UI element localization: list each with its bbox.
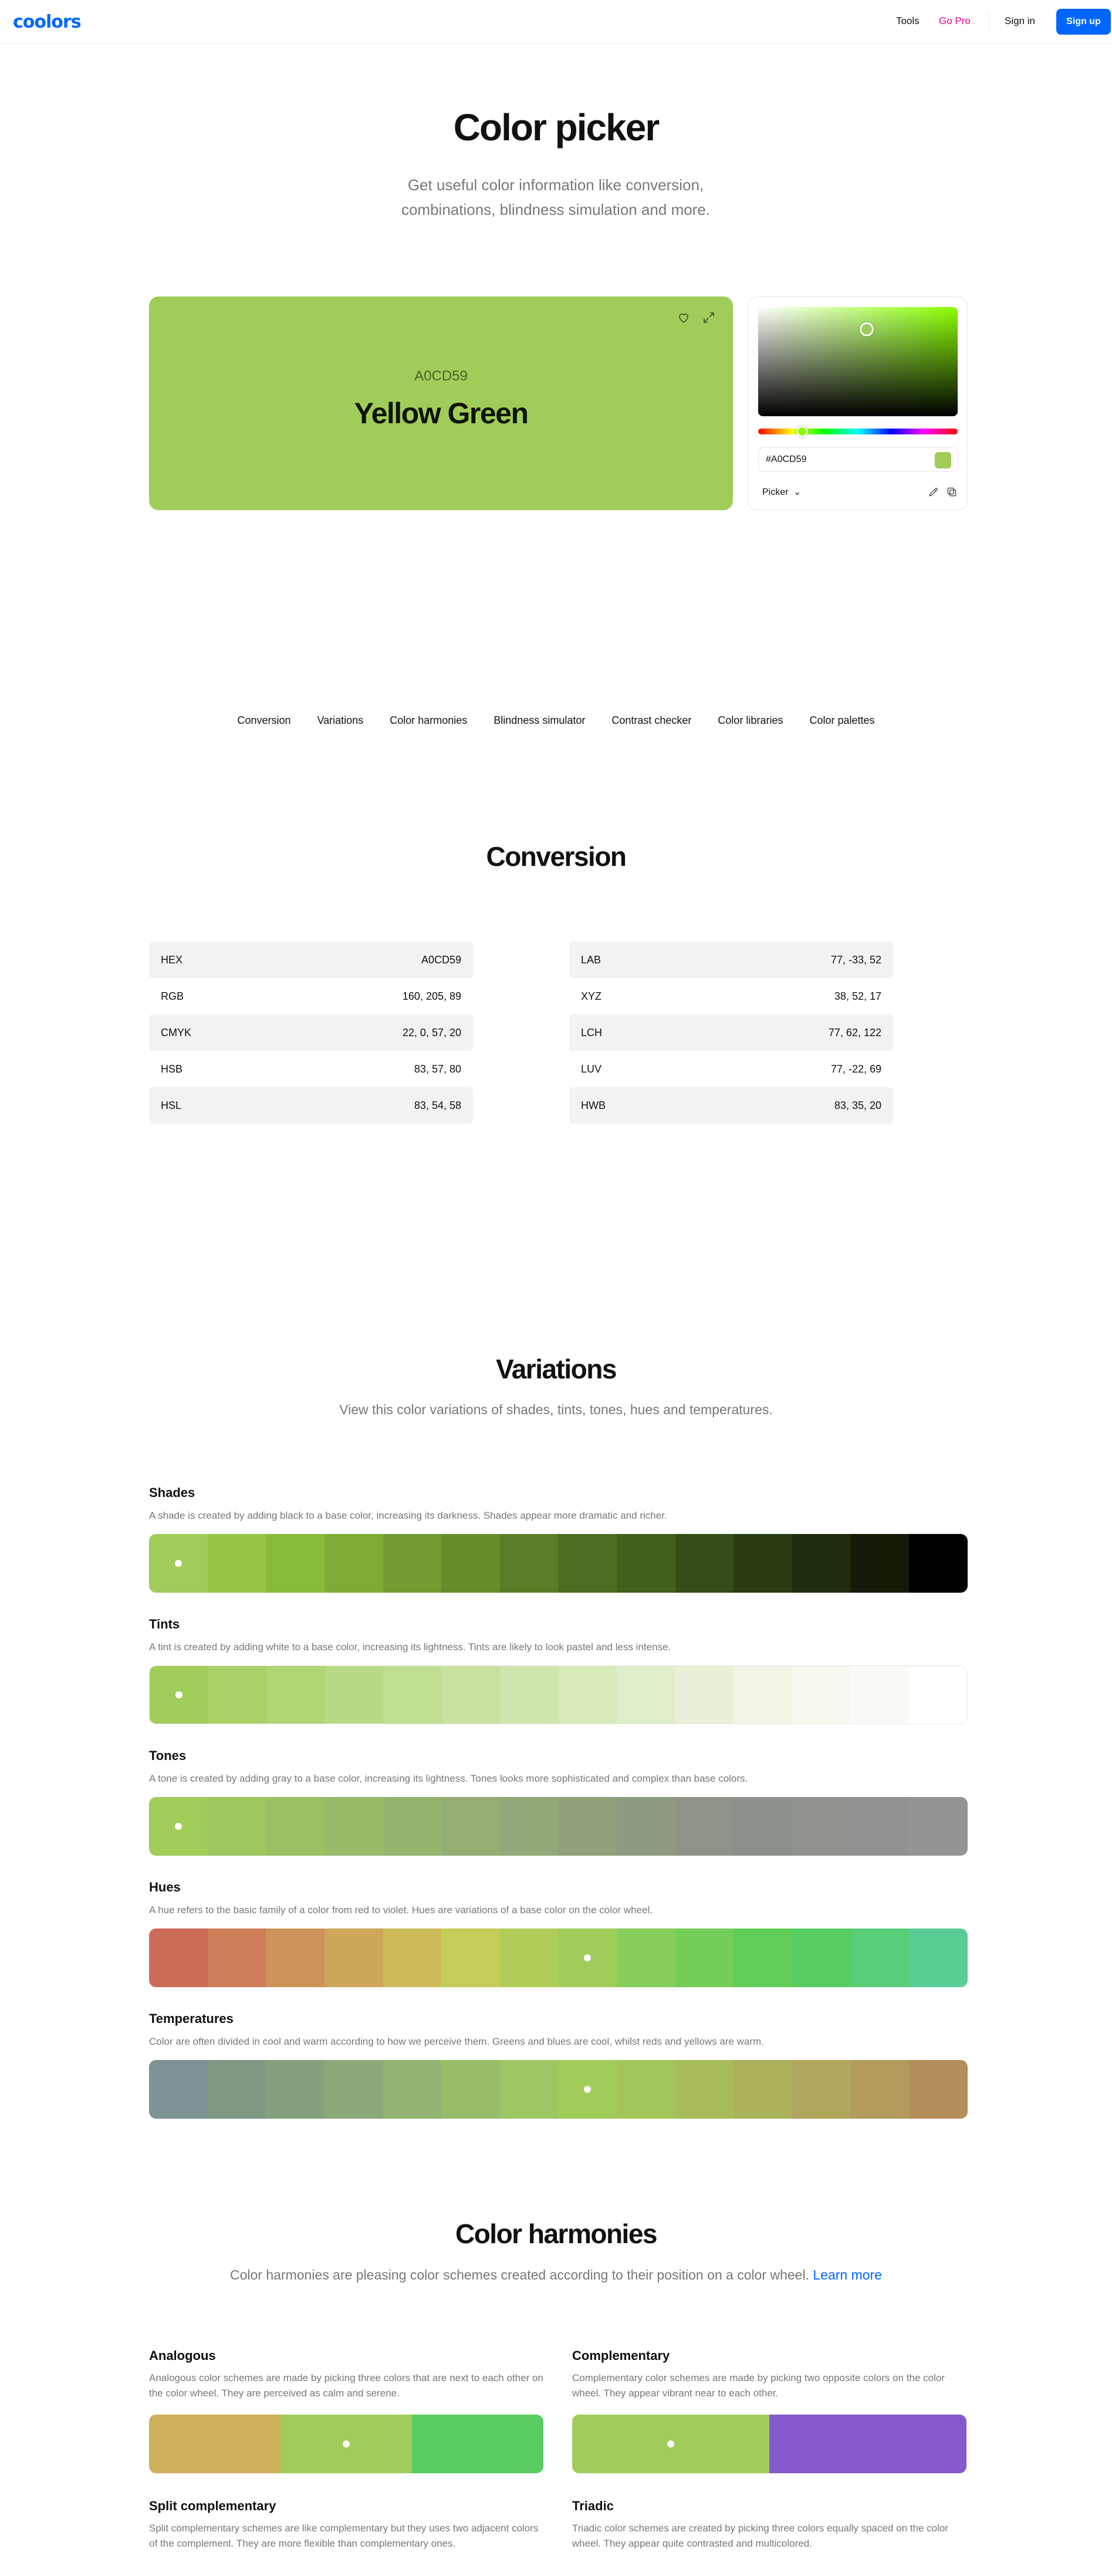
- color-swatch[interactable]: [734, 1534, 792, 1593]
- color-swatch[interactable]: [675, 1534, 734, 1593]
- shades-strip: [149, 1534, 968, 1593]
- color-swatch[interactable]: [675, 2060, 734, 2119]
- color-swatch[interactable]: [617, 2060, 675, 2119]
- sign-up-button[interactable]: Sign up: [1056, 9, 1111, 35]
- color-swatch[interactable]: [500, 1928, 559, 1987]
- color-swatch[interactable]: [412, 2415, 543, 2473]
- sign-in-link[interactable]: Sign in: [1005, 15, 1035, 26]
- conversion-value: 77, -33, 52: [830, 953, 881, 966]
- color-swatch[interactable]: [383, 2060, 442, 2119]
- color-swatch[interactable]: [617, 1797, 675, 1856]
- color-swatch[interactable]: [149, 1797, 208, 1856]
- complementary-title: Complementary: [572, 2348, 670, 2363]
- color-swatch[interactable]: [559, 1666, 617, 1724]
- hues-title: Hues: [149, 1880, 181, 1894]
- expand-icon[interactable]: [702, 311, 716, 325]
- color-swatch[interactable]: [617, 1534, 675, 1593]
- conversion-value: 83, 57, 80: [414, 1063, 461, 1075]
- triadic-block: [572, 2499, 966, 2551]
- conversion-row[interactable]: [569, 1014, 893, 1051]
- triadic-desc: Triadic color schemes are created by picking three colors equally spaced on the color wheel. They appear quite contrasted and multicolored.: [572, 2523, 948, 2549]
- variations-subtitle: View this color variations of shades, tints, tones, hues and temperatures.: [339, 1402, 773, 1417]
- color-swatch[interactable]: [441, 2060, 500, 2119]
- color-swatch[interactable]: [909, 2060, 968, 2119]
- conversion-table-right: [569, 942, 893, 1124]
- nav-tools-link[interactable]: Tools: [896, 15, 920, 26]
- section-nav-color-harmonies[interactable]: Color harmonies: [390, 714, 468, 726]
- selected-indicator: [175, 1823, 182, 1830]
- section-nav-color-libraries[interactable]: Color libraries: [718, 714, 783, 726]
- tints-title: Tints: [149, 1617, 180, 1631]
- color-swatch[interactable]: [442, 1666, 501, 1724]
- selected-indicator: [175, 1560, 182, 1567]
- tones-title: Tones: [149, 1748, 187, 1763]
- hex-swatch: [935, 452, 951, 468]
- color-swatch[interactable]: [558, 1797, 617, 1856]
- hues-desc: A hue refers to the basic family of a color from red to violet. Hues are variations of a base color on the color wheel.: [149, 1904, 653, 1916]
- color-harmonies-subtitle: [0, 2267, 1112, 2283]
- color-swatch[interactable]: [675, 1928, 734, 1987]
- copy-icon[interactable]: [946, 486, 958, 498]
- color-swatch[interactable]: [149, 1534, 208, 1593]
- picker-mode-dropdown[interactable]: [762, 486, 801, 498]
- conversion-row[interactable]: [569, 978, 893, 1014]
- preview-hex-code: A0CD59: [414, 368, 468, 384]
- color-swatch[interactable]: [558, 1534, 617, 1593]
- color-swatch[interactable]: [383, 1534, 442, 1593]
- preview-color-name: Yellow Green: [354, 397, 528, 430]
- conversion-label: HEX: [161, 953, 183, 966]
- color-swatch[interactable]: [792, 1928, 851, 1987]
- color-swatch[interactable]: [851, 1797, 910, 1856]
- conversion-label: LUV: [581, 1063, 602, 1075]
- conversion-value: 83, 35, 20: [834, 1099, 881, 1111]
- analogous-desc: Analogous color schemes are made by picking three colors that are next to each other on the color wheel. They are perceived as calm and serene.: [149, 2372, 543, 2399]
- top-navbar: [0, 0, 1112, 44]
- color-swatch[interactable]: [149, 2415, 280, 2473]
- color-swatch[interactable]: [266, 2060, 325, 2119]
- color-swatch[interactable]: [851, 1928, 910, 1987]
- color-swatch[interactable]: [909, 1666, 968, 1724]
- shades-desc: A shade is created by adding black to a base color, increasing its darkness. Shades appear more dramatic and richer.: [149, 1510, 667, 1521]
- eyedropper-icon[interactable]: [928, 486, 939, 498]
- conversion-row[interactable]: [149, 1014, 473, 1051]
- conversion-row[interactable]: [149, 1051, 473, 1087]
- color-swatch[interactable]: [734, 1666, 792, 1724]
- color-swatch[interactable]: [325, 1928, 383, 1987]
- color-harmonies-title: Color harmonies: [455, 2218, 657, 2249]
- section-nav-contrast-checker[interactable]: Contrast checker: [611, 714, 692, 726]
- section-nav-blindness-simulator[interactable]: Blindness simulator: [494, 714, 586, 726]
- split-complementary-desc: Split complementary schemes are like complementary but they uses two adjacent colors of the complement. They are more flexible than complementary ones.: [149, 2523, 539, 2549]
- saturation-brightness-area[interactable]: [758, 307, 958, 416]
- color-swatch[interactable]: [149, 2060, 208, 2119]
- tints-strip: [149, 1665, 968, 1724]
- hex-input[interactable]: [758, 447, 958, 472]
- color-swatch[interactable]: [208, 1666, 267, 1724]
- complementary-block: [572, 2348, 966, 2401]
- picker-mode-label: Picker: [762, 487, 789, 497]
- color-swatch[interactable]: [266, 1928, 325, 1987]
- harmonies-subtitle-text: Color harmonies are pleasing color schemes created according to their position on a color wheel.: [230, 2267, 809, 2282]
- selected-indicator: [584, 2086, 591, 2093]
- page-subtitle: Get useful color information like conversion, combinations, blindness simulation and more.: [401, 176, 711, 218]
- conversion-row[interactable]: [149, 942, 473, 978]
- color-swatch[interactable]: [769, 2415, 966, 2473]
- learn-more-link[interactable]: Learn more: [813, 2267, 882, 2282]
- color-swatch[interactable]: [280, 2415, 412, 2473]
- page-title: Color picker: [453, 106, 659, 149]
- color-swatch[interactable]: [572, 2415, 769, 2473]
- color-swatch[interactable]: [851, 1534, 910, 1593]
- conversion-value: 160, 205, 89: [402, 990, 461, 1002]
- shades-title: Shades: [149, 1485, 195, 1500]
- section-nav-conversion[interactable]: Conversion: [237, 714, 291, 726]
- complementary-strip: [572, 2415, 966, 2473]
- conversion-row[interactable]: [149, 978, 473, 1014]
- conversion-value: 77, -22, 69: [830, 1063, 881, 1075]
- conversion-value: 83, 54, 58: [414, 1099, 461, 1111]
- color-swatch[interactable]: [500, 1534, 559, 1593]
- color-swatch[interactable]: [909, 1797, 968, 1856]
- saturation-handle[interactable]: [860, 322, 874, 336]
- conversion-value: 38, 52, 17: [834, 990, 881, 1002]
- color-swatch[interactable]: [441, 1534, 500, 1593]
- color-preview-card: [149, 296, 733, 510]
- color-swatch[interactable]: [617, 1666, 675, 1724]
- color-swatch[interactable]: [149, 1928, 208, 1987]
- color-swatch[interactable]: [266, 1797, 325, 1856]
- conversion-title: Conversion: [486, 841, 626, 872]
- color-swatch[interactable]: [734, 2060, 792, 2119]
- analogous-block: [149, 2348, 543, 2401]
- color-swatch[interactable]: [792, 1797, 851, 1856]
- conversion-label: LCH: [581, 1026, 603, 1039]
- selected-indicator: [343, 2440, 350, 2447]
- conversion-label: HSB: [161, 1063, 183, 1075]
- conversion-label: HWB: [581, 1099, 606, 1111]
- color-swatch[interactable]: [675, 1797, 734, 1856]
- conversion-label: CMYK: [161, 1026, 192, 1039]
- temperatures-title: Temperatures: [149, 2011, 234, 2026]
- color-swatch[interactable]: [500, 1797, 559, 1856]
- conversion-row[interactable]: [149, 1087, 473, 1124]
- color-swatch[interactable]: [851, 2060, 910, 2119]
- hues-strip: [149, 1928, 968, 1987]
- color-picker-panel: [748, 296, 968, 510]
- color-swatch[interactable]: [383, 1797, 442, 1856]
- color-swatch[interactable]: [383, 1666, 442, 1724]
- color-swatch[interactable]: [150, 1666, 208, 1724]
- color-swatch[interactable]: [383, 1928, 442, 1987]
- color-swatch[interactable]: [792, 1534, 851, 1593]
- color-swatch[interactable]: [792, 2060, 851, 2119]
- conversion-label: LAB: [581, 953, 601, 966]
- hue-slider[interactable]: [758, 429, 958, 434]
- heart-icon[interactable]: [677, 311, 691, 325]
- color-swatch[interactable]: [325, 2060, 383, 2119]
- color-swatch[interactable]: [441, 1797, 500, 1856]
- conversion-value: A0CD59: [421, 953, 461, 966]
- complementary-desc: Complementary color schemes are made by picking two opposite colors on the color wheel. They appear vibrant near to each other.: [572, 2372, 945, 2399]
- color-swatch[interactable]: [909, 1928, 968, 1987]
- conversion-label: HSL: [161, 1099, 182, 1111]
- color-swatch[interactable]: [266, 1534, 325, 1593]
- temperatures-strip: [149, 2060, 968, 2119]
- nav-go-pro-link[interactable]: Go Pro: [939, 15, 971, 26]
- analogous-title: Analogous: [149, 2348, 216, 2363]
- triadic-title: Triadic: [572, 2499, 614, 2513]
- conversion-value: 22, 0, 57, 20: [402, 1026, 461, 1039]
- tints-desc: A tint is created by adding white to a base color, increasing its lightness. Tints are likely to look pastel and less intense.: [149, 1641, 671, 1653]
- color-swatch[interactable]: [792, 1666, 851, 1724]
- chevron-down-icon: ⌄: [793, 487, 802, 497]
- color-swatch[interactable]: [675, 1666, 734, 1724]
- color-swatch[interactable]: [558, 1928, 617, 1987]
- tones-desc: A tone is created by adding gray to a base color, increasing its lightness. Tones looks more sophisticated and complex than base colors.: [149, 1773, 748, 1784]
- color-swatch[interactable]: [325, 1666, 384, 1724]
- color-swatch[interactable]: [500, 2060, 559, 2119]
- selected-indicator: [667, 2440, 674, 2447]
- conversion-row[interactable]: [569, 1087, 893, 1124]
- color-swatch[interactable]: [617, 1928, 675, 1987]
- section-nav: [0, 714, 1112, 727]
- section-nav-variations[interactable]: Variations: [317, 714, 364, 726]
- color-swatch[interactable]: [850, 1666, 909, 1724]
- color-swatch[interactable]: [734, 1928, 792, 1987]
- conversion-value: 77, 62, 122: [828, 1026, 881, 1039]
- conversion-label: RGB: [161, 990, 184, 1002]
- color-swatch[interactable]: [441, 1928, 500, 1987]
- conversion-row[interactable]: [569, 942, 893, 978]
- color-swatch[interactable]: [208, 1928, 266, 1987]
- variations-title: Variations: [496, 1354, 616, 1384]
- color-swatch[interactable]: [208, 1797, 266, 1856]
- selected-indicator: [584, 1954, 591, 1961]
- conversion-label: XYZ: [581, 990, 602, 1002]
- section-nav-color-palettes[interactable]: Color palettes: [809, 714, 875, 726]
- color-swatch[interactable]: [325, 1534, 383, 1593]
- color-swatch[interactable]: [909, 1534, 968, 1593]
- tones-strip: [149, 1797, 968, 1856]
- color-swatch[interactable]: [266, 1666, 325, 1724]
- hue-handle[interactable]: [796, 426, 808, 437]
- split-complementary-title: Split complementary: [149, 2499, 276, 2513]
- selected-indicator: [175, 1691, 182, 1698]
- conversion-row[interactable]: [569, 1051, 893, 1087]
- color-swatch[interactable]: [558, 2060, 617, 2119]
- split-complementary-block: [149, 2499, 543, 2551]
- color-swatch[interactable]: [208, 1534, 266, 1593]
- analogous-strip: [149, 2415, 543, 2473]
- color-swatch[interactable]: [500, 1666, 559, 1724]
- coolors-logo[interactable]: coolors: [13, 12, 81, 32]
- color-swatch[interactable]: [734, 1797, 792, 1856]
- conversion-table-left: [149, 942, 473, 1124]
- color-swatch[interactable]: [325, 1797, 383, 1856]
- color-swatch[interactable]: [208, 2060, 266, 2119]
- temperatures-desc: Color are often divided in cool and warm according to how we perceive them. Greens and blues are cool, whilst reds and yellows are warm.: [149, 2036, 764, 2047]
